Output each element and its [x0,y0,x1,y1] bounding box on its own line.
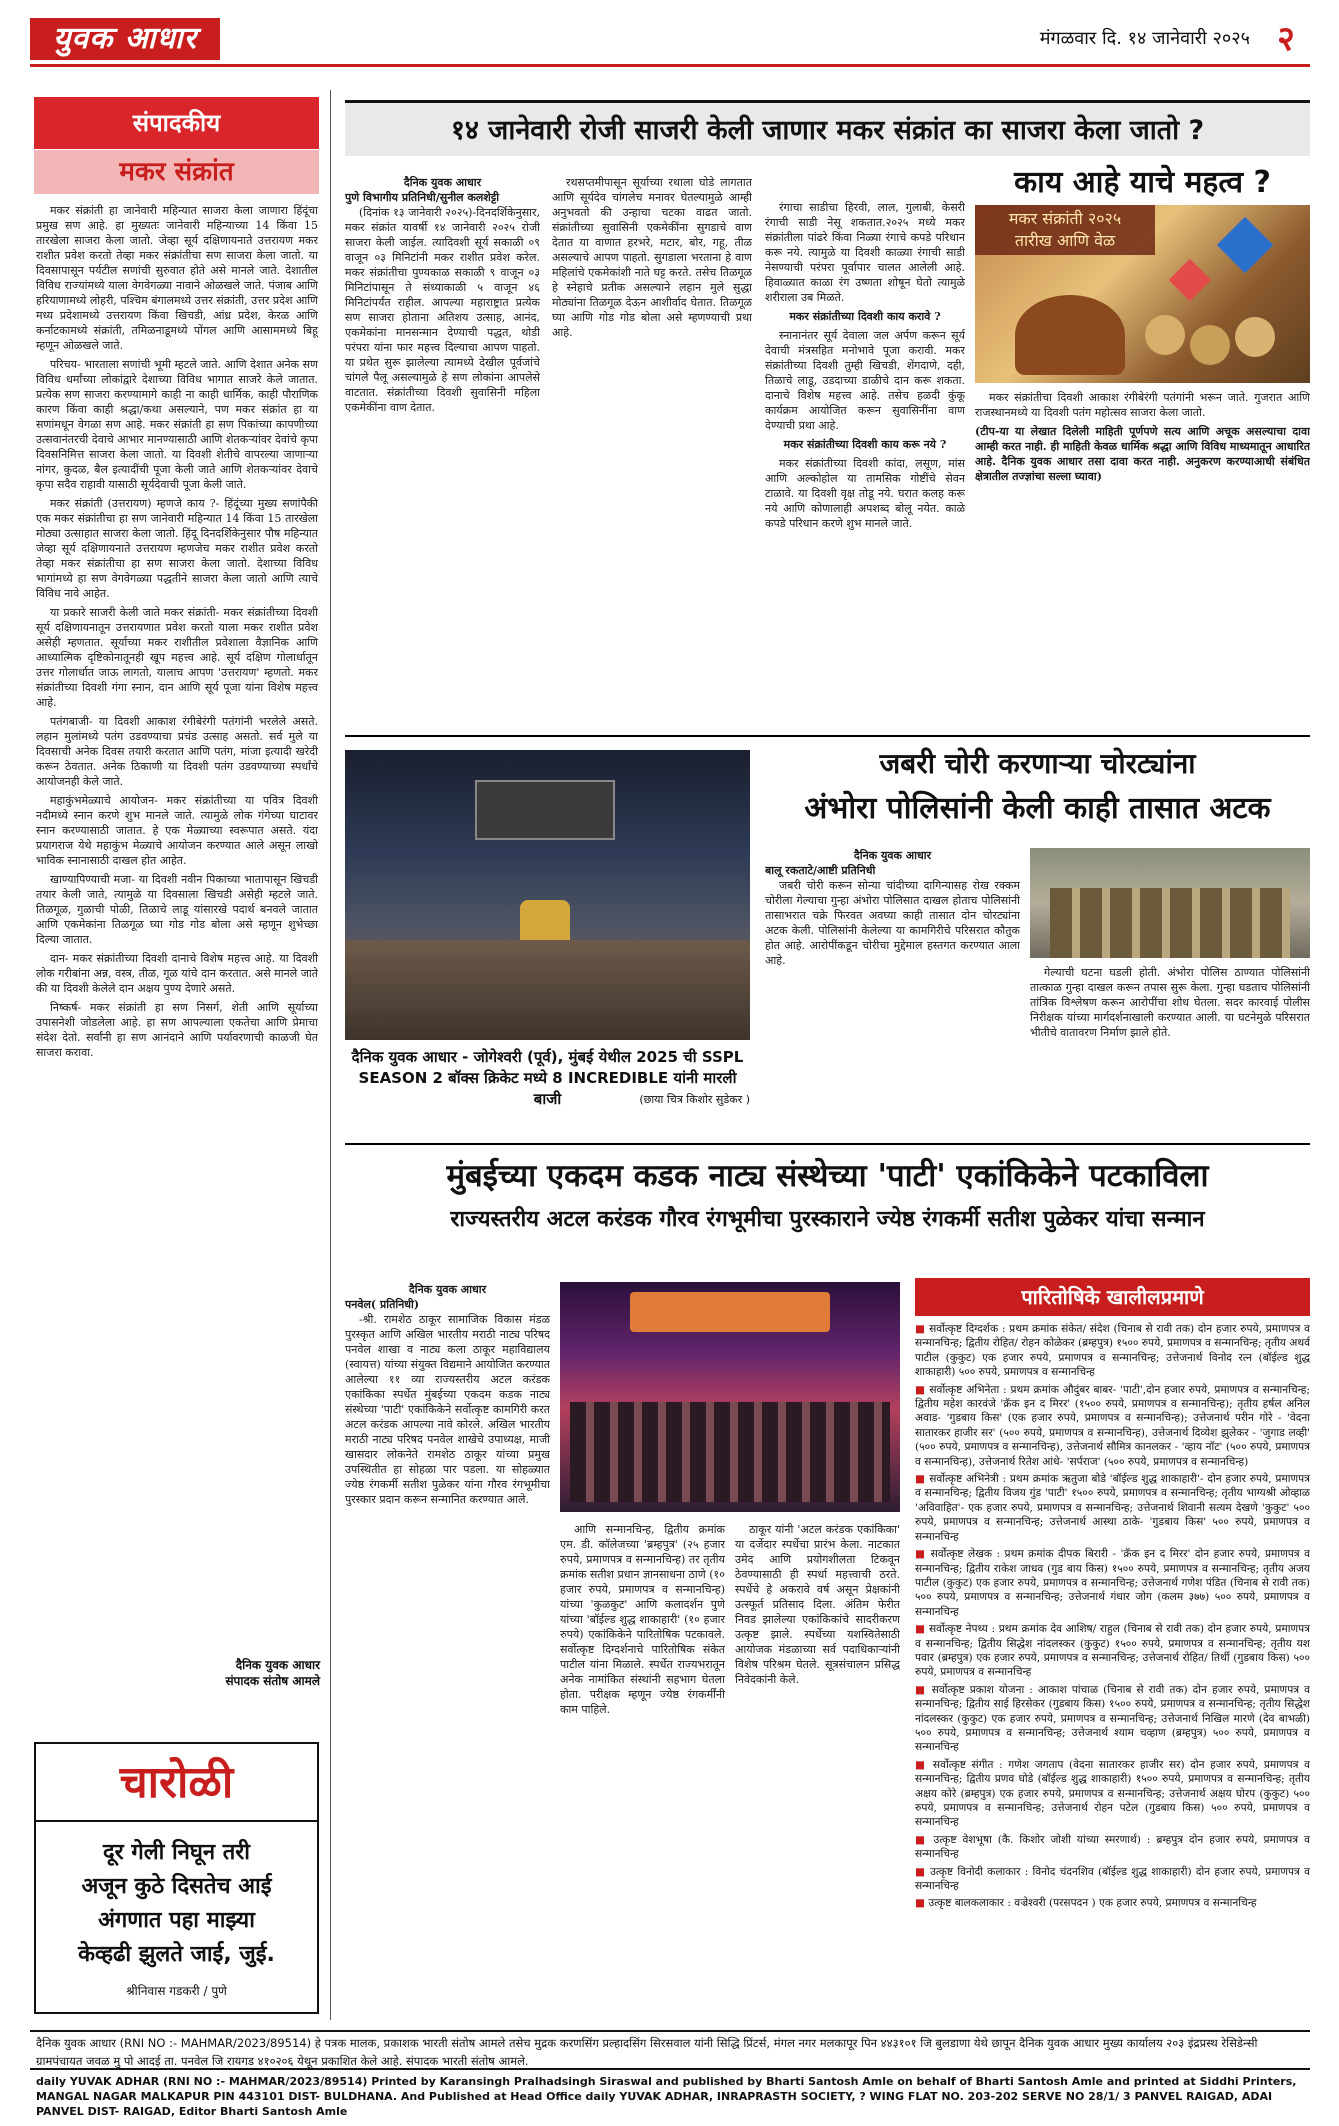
prize-text: सर्वोत्कृष्ट लेखक : प्रथम क्रमांक दीपक बिरारी - 'क्रॅक इन द मिरर' दोन हजार रुपये, प्रमाणपत्र व सन्मानचिन्ह; द्वितीय राकेश जाधव (गुड बाय किस) १५०० रुपये, प्रमाणपत्र व सन्मानचिन्ह; तृतीय अजय पाटील (कुकुट) एक हजार रुपये, प्रमाणपत्र व सन्मानचिन्ह; उत्तेजनार्थ गणेश पंडित (चिनाब से रावी तक) ५०० रुपये, प्रमाणपत्र व सन्मानचिन्ह; उत्तेजनार्थ गंधार जोग (कलम ३७७) ५०० रुपये, प्रमाणपत्र व सन्मानचिन्ह [915,1548,1310,1618]
prize-item [915,1547,1310,1619]
kite-icon [1169,259,1211,301]
bullet-icon: ■ [915,1833,934,1846]
group-figures [570,1402,890,1502]
charoli-box [34,1742,319,2014]
theft-col2 [1030,965,1310,1140]
prize-item [915,1865,1310,1894]
masthead [30,18,1310,60]
imprint-marathi: दैनिक युवक आधार (RNI NO :- MAHMAR/2023/89514) हे पत्रक मालक, प्रकाशक भारती संतोष आमले तसेच मुद्रक करणसिंग प्रल्हादसिंग सिरसवाल यांनी सिद्धि प्रिंटर्स, मंगल नगर मलकापूर पिन ४४३१०१ जि बुलडाणा येथे छापून दैनिक युवक आधार मुख्य कार्यालय २०३ इंद्रप्रस्थ रेसिडेन्सी ग्रामपंचायत जवळ मु पो आदई ता. पनवेल जि रायगड ४१०२०६ येथून प्रकाशित केले आहे. संपादक भारती संतोष आमले. [30,2030,1310,2070]
theft-byline-reporter: बालू रकताटे/आष्टी प्रतिनिधी [765,864,876,877]
do-text: स्नानानंतर सूर्य देवाला जल अर्पण करून सूर्य देवाची मंत्रसहित मनोभावे पूजा करावी. मकर संक्रांतीच्या दिवशी तुम्ही खिचडी, शेंगदाणे, दही, तिळाचे लाडू, उडदाच्या डाळीचे दान करू शकता. दानाचे विशेष महत्त्व आहे. तसेच हळदी कुंकू कार्यक्रम आयोजित करून सुवासिनींना वाण देण्याची प्रथा आहे. [765,329,965,432]
theft-text: जबरी चोरी करून सोन्या चांदीच्या दागिन्यासह रोख रक्कम चोरीला गेल्याचा गुन्हा अंभोरा पोलिसात दाखल होताच पोलिसांनी तासाभरात चक्रे फिरवत अवघ्या काही तासात दोन चोरट्यांना अटक केली. पोलिसांनी केलेल्या या कामगिरीचे परिसरात कौतुक होत आहे. आरोपींकडून चोरीचा मुद्देमाल हस्तगत करण्यात आला आहे. [765,879,1020,967]
theft-headline-line2: अंभोरा पोलिसांनी केली काही तासात अटक [804,791,1271,826]
theft-headline-line1: जबरी चोरी करणाऱ्या चोरट्यांना [879,747,1196,780]
bullet-icon: ■ [915,1548,931,1561]
main-article-col3 [765,200,965,755]
natya-byline: दैनिक युवक आधार [408,1283,487,1296]
editorial-signature [120,1657,320,1689]
editorial-paragraph: या प्रकारे साजरी केली जाते मकर संक्रांती- मकर संक्रांतीच्या दिवशी सूर्य दक्षिणायनातून उत्तरायणात प्रवेश करतो याला मकर राशीत प्रवेश असेही म्हणतात. सूर्याच्या मकर राशीतील प्रवेशाला वैज्ञानिक आणि आध्यात्मिक दृष्टिकोनातूनही खूप महत्त्व आहे. सूर्य दक्षिण गोलार्धातून उत्तर गोलार्धात जाऊ लागतो, यालाच आपण 'उत्तरायण' म्हणतो. मकर संक्रांतीच्या दिवशी गंगा स्नान, दान आणि सूर्य पूजा यांना विशेष महत्त्व आहे. [36,606,318,709]
charoli-author: श्रीनिवास गडकरी / पुणे [126,1984,227,1998]
natya-headline-line2: राज्यस्तरीय अटल करंडक गौरव रंगभूमीचा पुरस्काराने ज्येष्ठ रंगकर्मी सतीश पुळेकर यांचा सन्मान [450,1207,1205,1232]
police-figures [1050,888,1290,958]
issue-date: मंगळवार दि. १४ जानेवारी २०२५ [1039,28,1250,49]
editorial-paragraph: दान- मकर संक्रांतीच्या दिवशी दानाचे विशेष महत्त्व आहे. या दिवशी लोक गरीबांना अन्न, वस्त्र, तीळ, गूळ यांचे दान करतात. असे मानले जाते की या दिवशी केलेले दान अक्षय पुण्य देणारे असते. [36,952,318,995]
cricket-team-photo [345,750,750,1040]
prize-text: सर्वोत्कृष्ट नेपथ्य : प्रथम क्रमांक देव आशिष/ राहुल (चिनाब से रावी तक) दोन हजार रुपये, प्रमाणपत्र व सन्मानचिन्ह; द्वितीय सिद्धेश नांदलस्कर (कुकुट) १५०० रुपये, प्रमाणपत्र व सन्मानचिन्ह; तृतीय यश पवार (ब्रम्हपुत्र) एक हजार रुपये, प्रमाणपत्र व सन्मानचिन्ह; उत्तेजनार्थ रोहित/ तिर्थी (गुडबाय किस) ५०० रुपये, प्रमाणपत्र व सन्मानचिन्ह [915,1623,1310,1679]
editorial-paragraph: पतंगबाजी- या दिवशी आकाश रंगीबेरंगी पतंगांनी भरलेले असते. लहान मुलांमध्ये पतंग उडवण्याचा प्रचंड उत्साह असतो. सर्व मुले या दिवसाची अनेक दिवस तयारी करतात आणि पतंग, मांजा इत्यादी खरेदी करून ठेवतात. अनेक ठिकाणी या दिवशी पतंग उडवण्याच्या स्पर्धांचे आयोजनही केले जाते. [36,715,318,788]
theft-text: गेल्याची घटना घडली होती. अंभोरा पोलिस ठाण्यात पोलिसांनी तात्काळ गुन्हा दाखल करून तपास सुरू केला. गुन्हा घडताच पोलिसांनी तांत्रिक विश्लेषण करून आरोपींचा शोध घेतला. सदर कारवाई पोलीस निरीक्षक यांच्या मार्गदर्शनाखाली करण्यात आली. या घटनेमुळे परिसरात भीतीचे वातावरण निर्माण झाले होते. [1030,966,1310,1039]
bullet-icon: ■ [915,1323,930,1335]
theft-byline: दैनिक युवक आधार [853,849,932,862]
importance-text [975,390,1310,720]
bullet-icon: ■ [915,1383,930,1396]
main-article-col1 [345,175,540,730]
natya-col2 [560,1522,725,2017]
editorial-paragraph: निष्कर्ष- मकर संक्रांती हा सण निसर्ग, शेती आणि सूर्याच्या उपासनेशी जोडलेला आहे. हा सण आपल्याला एकतेचा आणि प्रेमाचा संदेश देतो. सर्वांनी हा सण आनंदाने आणि पर्यावरणाची काळजी घेत साजरा करावा. [36,1001,318,1059]
prize-text: सर्वोत्कृष्ट प्रकाश योजना : आकाश पांचाळ (चिनाब से रावी तक) दोन हजार रुपये, प्रमाणपत्र व सन्मानचिन्ह; द्वितीय साई हिरसेकर (गुडबाय किस) १५०० रुपये, प्रमाणपत्र व सन्मानचिन्ह; तृतीय सिद्धेश नांदलस्कर (कुकुट) एक हजार रुपये, प्रमाणपत्र व सन्मानचिन्ह; उत्तेजनार्थ निखिल मारणे (देव बाभळी) ५०० रुपये, प्रमाणपत्र व सन्मानचिन्ह; उत्तेजनार्थ श्याम चव्हाण (ब्रम्हपुत्र) ५०० रुपये, प्रमाणपत्र व सन्मानचिन्ह [915,1683,1310,1754]
editorial-paragraph: मकर संक्रांती (उत्तरायण) म्हणजे काय ?- हिंदूंच्या मुख्य सणांपैकी एक मकर संक्रांतीचा हा सण जानेवारी महिन्यात 14 किंवा 15 तारखेला मोठ्या उत्साहात साजरा केला जातो. हिंदू दिनदर्शिकेनुसार पौष महिन्यात जेव्हा सूर्य दक्षिणायनाते उत्तरायण म्हणजेच मकर राशीत प्रवेश करतो तेव्हा मकर संक्रांतीचा हा सण साजरा केला जातो. देशाच्या विविध भागांमध्ये हा सण वेगवेगळ्या पद्धतीने साजरा केला जातो आणि त्याचे विविध नावे आहेत. [36,497,318,600]
disclaimer-note: (टीप-या या लेखात दिलेली माहिती पूर्णपणे सत्य आणि अचूक असल्याचा दावा आम्ही करत नाही. ही माहिती केवळ धार्मिक श्रद्धा आणि विविध माध्यमातून आधारित आहे. दैनिक युवक आधार तसा दावा करत नाही. अनुकरण करण्याआधी संबंधित क्षेत्रातील तज्ज्ञांचा सल्ला घ्यावा) [975,425,1310,483]
main-headline: १४ जानेवारी रोजी साजरी केली जाणार मकर संक्रांत का साजरा केला जातो ? [345,100,1310,156]
laddu-icon [1235,317,1275,357]
main-article-text: रंगाचा साडीचा हिरवी, लाल, गुलाबी, केसरी रंगाची साडी नेसू शकतात.२०२५ मध्ये मकर संक्रांतीला पांढरे किंवा निळ्या रंगाचे कपडे परिधान करू नये. त्यामुळे या दिवशी काळ्या रंगाची साडी नेसण्याची परंपरा पूर्वापार चालत आलेली आहे. हिवाळ्यात काळा रंग उष्णता शोषून घेतो त्यामुळे शरीराला उब मिळते. [765,201,965,304]
photo-label-line2: तारीख आणि वेळ [1014,231,1116,250]
photo-label [975,205,1155,255]
main-article-col2 [552,175,752,730]
editorial-paragraph: खाण्यापिण्याची मजा- या दिवशी नवीन पिकाच्या भातापासून खिचडी तयार केली जाते, त्यामुळे या दिवसाला खिचडी असेही म्हटले जाते. तिळगूळ, गुळाची पोळी, तिळाचे लाडू यांसारखे पदार्थ बनवले जातात आणि एकमेकांना तिळगूळ घ्या गोड गोड बोला असे म्हणून शुभेच्छा दिल्या जातात. [36,873,318,946]
editorial-title: मकर संक्रांत [34,150,319,194]
newspaper-logo: युवक आधार [30,18,220,60]
natya-col3 [735,1522,900,2017]
editorial-paragraph: महाकुंभमेळ्याचे आयोजन- मकर संक्रांतीच्या या पवित्र दिवशी नदीमध्ये स्नान करणे शुभ मानले जाते. त्यामुळे लोक गंगेच्या घाटावर स्नान करण्यासाठी जातात. हे एक मेळ्याच्या स्वरूपात असते. यंदा प्रयागराज येथे महाकुंभ मेळ्याचे आयोजन करण्यात आले असून लाखो भाविक स्नानासाठी दाखल होत आहेत. [36,794,318,867]
prize-text: उत्कृष्ट वेशभूषा (कै. किशोर जोशी यांच्या स्मरणार्थ) : ब्रम्हपुत्र दोन हजार रुपये, प्रमाणपत्र व सन्मानचिन्ह [915,1833,1310,1861]
theft-col1 [765,848,1020,1138]
police-photo [1030,848,1310,958]
poem-line: अंगणात पहा माझ्या [98,1908,255,1933]
bullet-icon: ■ [915,1683,932,1696]
prize-text: सर्वोत्कृष्ट अभिनेता : प्रथम क्रमांक औदुंबर बाबर- 'पाटी',दोन हजार रुपये, प्रमाणपत्र व सन्मानचिन्ह; द्वितीय महेश कारवंजे 'क्रॅक इन द मिरर' (१५०० रुपये, प्रमाणपत्र व सन्मानचिन्ह); तृतीय हर्षल अनिल अवाड- 'गुडबाय किस' (एक हजार रुपये, प्रमाणपत्र व सन्मानचिन्ह); उत्तेजनार्थ परीन गोरे - 'वेदना सातारकर हाजीर सर' (५०० रुपये, प्रमाणपत्र व सन्मानचिन्ह), उत्तेजनार्थ दिव्येश झुलेकर - 'जुगाड लव्ही' (५०० रुपये, प्रमाणपत्र व सन्मानचिन्ह), उत्तेजनार्थ सौमित्र कानलकर - 'व्हाय नॉट' (५०० रुपये, प्रमाणपत्र व सन्मानचिन्ह), उत्तेजनार्थ रितेश आंधे- 'सर्पराज' (५०० रुपये, प्रमाणपत्र व सन्मानचिन्ह) [915,1383,1310,1468]
kite-icon [1217,217,1274,274]
sign-board [475,780,615,840]
column-divider [330,90,331,2020]
prize-item [915,1683,1310,1755]
prize-item [915,1758,1310,1830]
cricket-credit: (छाया चित्र किशोर सुडेकर ) [639,1093,750,1106]
cricket-caption: दैनिक युवक आधार - जोगेश्वरी (पूर्व), मुंबई येथील 2025 ची SSPL SEASON 2 बॉक्स क्रिकेट मध्ये 8 INCREDIBLE यांनी मारली बाजी [351,1048,744,1108]
main-article-text: रथसप्तमीपासून सूर्याच्या रथाला घोडे लागतात आणि सूर्यदेव चांगलेच मनावर घेतल्यामुळे आम्ही अनुभवतो की उन्हाचा चटका वाढत जातो. संक्रांतीच्या सुवासिनी एकमेकींना सुगडाचे वाण देतात या वाणात हरभरे, मटार, बोर, गहू, तीळ असल्याचे आपण पाहतो. सुगडाला भरताना हे वाण महिलांचे एकमेकांशी नाते घट्ट करते. तसेच तिळगूळ हे स्नेहाचे प्रतीक असल्याने लहान मुले सुद्धा मोठ्यांना तिळगूळ देऊन आशीर्वाद घेतात. तिळगूळ घ्या आणि गोड गोड बोला असे म्हणण्याची प्रथा आहे. [552,176,752,339]
section-rule [345,1143,1310,1145]
laddu-icon [1190,325,1230,365]
poem-line: दूर गेली निघून तरी [102,1840,250,1865]
crowd-shape [345,940,750,1040]
laddu-icon [1145,315,1185,355]
pot-icon [1015,295,1125,375]
natya-headline-line1: मुंबईच्या एकदम कडक नाट्य संस्थेच्या 'पाटी' एकांकिकेने पटकाविला [446,1158,1209,1194]
bullet-icon: ■ [915,1865,931,1878]
prize-item [915,1896,1310,1910]
natya-col1 [345,1282,550,2017]
prize-item [915,1833,1310,1862]
editorial-body [36,203,318,1653]
photo-label-line1: मकर संक्रांती २०२५ [1008,209,1122,228]
prize-item [915,1322,1310,1380]
prize-text: सर्वोत्कृष्ट संगीत : गणेश जगताप (वेदना सातारकर हाजीर सर) दोन हजार रुपये, प्रमाणपत्र व सन्मानचिन्ह; द्वितीय प्रणव घोडे (बॉईल्ड शुद्ध शाकाहारी) १५०० रुपये, प्रमाणपत्र व सन्मानचिन्ह; तृतीय अक्षय कोरे (ब्रम्हपुत्र) एक हजार रुपये, प्रमाणपत्र व सन्मानचिन्ह; उत्तेजनार्थ अक्षय घोरप (कुकुट) ५०० रुपये, प्रमाणपत्र व सन्मानचिन्ह; उत्तेजनार्थ रोहन पटेल (गुडबाय किस) ५०० रुपये, प्रमाणपत्र व सन्मानचिन्ह [915,1758,1310,1829]
imprint-english: daily YUVAK ADHAR (RNI NO :- MAHMAR/2023/89514) Printed by Karansingh Pralhadsingh Siraswal and published by Bharti Santosh Amle on behalf of Bharti Santosh Amle and printed at Siddhi Printers, MANGAL NAGAR MALKAPUR PIN 443101 DIST- BULDHANA. And Published at Head Office daily YUVAK ADHAR, INRAPRASTH SOCIETY, ? WING FLAT NO. 203-202 SERVE NO 28/1/ 3 PANVEL RAIGAD, ADAI PANVEL DIST- RAIGAD, Editor Bharti Santosh Amle [36,2075,1297,2118]
theft-headline [765,742,1310,842]
signature-paper: दैनिक युवक आधार [235,1658,320,1672]
poem-line: केव्हढी झुलते जाई, जुई. [78,1942,275,1967]
main-byline: दैनिक युवक आधार [403,176,482,189]
prize-heading: पारितोषिके खालीलप्रमाणे [915,1278,1310,1316]
bullet-icon: ■ [915,1758,933,1771]
dont-heading: मकर संक्रांतीच्या दिवशी काय करू नये ? [783,438,947,451]
prize-item [915,1383,1310,1469]
prize-item [915,1622,1310,1680]
prize-item [915,1472,1310,1544]
section-rule [345,735,1310,737]
masthead-rule [30,64,1310,67]
natya-headline [345,1150,1310,1268]
charoli-poem [44,1836,309,1972]
editorial-paragraph: परिचय- भारताला सणांची भूमी म्हटले जाते. आणि देशात अनेक सण विविध धर्मांच्या लोकांद्वारे देशाच्या विविध भागात साजरे केले जातात. प्रत्येक सण साजरा करण्यामागे काही ना काही धार्मिक, काही पौराणिक कारण किंवा काही श्रद्धा/कथा असल्याने, पण मकर संक्रांत हा या सणांमधून वेगळा सण आहे. मकर संक्रांती हा सण पिकांच्या कापणीच्या उत्सवानंतरची देवाचे आभार मानण्यासाठी आणि शेतकऱ्यांवर देवांचे कृपा दिवसनिमित्त साजरा केला जातो. या दिवशी शेतीचे वापरल्या जाणाऱ्या नांगर, कुदळ, बैल इत्यादींची पूजा केली जाते आणि शेतकऱ्यांवर देवाचे कृपा सदैव राहावी यासाठी सूर्यदेवाची पूजा केली जाते. [36,358,318,491]
charoli-title: चारोळी [36,1744,317,1822]
page-number: २ [1277,19,1295,59]
prize-text: उत्कृष्ट बालकलाकार : वज्रेश्वरी (परसपदन ) एक हजार रुपये, प्रमाणपत्र व सन्मानचिन्ह [928,1897,1257,1910]
dont-text: मकर संक्रांतीच्या दिवशी कांदा, लसूण, मांस आणि अल्कोहोल या तामसिक गोष्टींचे सेवन टाळावे. या दिवशी वृक्ष तोडू नये. घरात कलह करू नये आणि कोणालाही अपशब्द बोलू नयेत. काळे कपडे परिधान करणे शुभ मानले जाते. [765,457,965,530]
bullet-icon: ■ [915,1473,930,1486]
prize-text: सर्वोत्कृष्ट दिग्दर्शक : प्रथम क्रमांक संकेत/ संदेश (चिनाब से रावी तक) दोन हजार रुपये, प्रमाणपत्र व सन्मानचिन्ह; द्वितीय रोहित/ रोहन कोळेकर (ब्रम्हपुत्र) १५०० रुपये, प्रमाणपत्र व सन्मानचिन्ह; तृतीय अथर्व पाटील (कुकुट) एक हजार रुपये, प्रमाणपत्र व सन्मानचिन्ह; उत्तेजनार्थ विनोद रत्न (बॉईल्ड शुद्ध शाकाहारी) ५०० रुपये, प्रमाणपत्र व सन्मानचिन्ह [915,1323,1310,1379]
main-article-text: (दिनांक १३ जानेवारी २०२५)-दिनदर्शिकेनुसार, मकर संक्रांत यावर्षी १४ जानेवारी २०२५ रोजी साजरा केली जाईल. त्यादिवशी सूर्य सकाळी ०९ वाजून ०३ मिनिटांनी मकर राशीत प्रवेश करेल. मकर संक्रांतीचा पुण्यकाळ सकाळी ९ वाजून ०३ मिनिटांपासून ते संध्याकाळी ५ वाजून ४६ मिनिटांपर्यंत राहील. आपल्या महाराष्ट्रात प्रत्येक सण साजरा होताना अतिशय उत्साह, आनंद, एकमेकांना मानसन्मान देण्याची पद्धत, थोडी परंपरा यांना फार महत्त्व दिल्याचा आपण पाहतो. या प्रथेत सुरू झालेल्या त्यामध्ये देखील पूर्वजांचे चांगले पैलू असल्यामुळे हे सण लोकांना आपलेसे वाटतात. संक्रांतीच्या दिवशी सुवासिनी महिला एकमेकींना वाण देतात. [345,206,540,414]
importance-title: काय आहे याचे महत्व ? [1014,165,1271,200]
editorial-section-label: संपादकीय [34,97,319,149]
natya-text: ठाकूर यांनी 'अटल करंडक एकांकिका' या दर्जेदार स्पर्धेचा प्रारंभ केला. नाटकात उमेद आणि प्रयोगशीलता टिकवून ठेवण्यासाठी ही स्पर्धा महत्त्वाची ठरते. स्पर्धेचे हे अकरावे वर्ष असून प्रेक्षकांनी उत्स्फूर्त प्रतिसाद दिला. अंतिम फेरीत निवड झालेल्या एकांकिकांचे सादरीकरण उत्कृष्ट झाले. स्पर्धेच्या यशस्वितेसाठी आयोजक मंडळाच्या सर्व पदाधिकाऱ्यांनी विशेष परिश्रम घेतले. सूत्रसंचालन प्रसिद्ध निवेदकांनी केले. [735,1523,900,1686]
importance-paragraph: मकर संक्रांतीचा दिवशी आकाश रंगीबेरंगी पतंगांनी भरून जाते. गुजरात आणि राजस्थानमध्ये या दिवशी पतंग महोत्सव साजरा केला जातो. [975,391,1310,419]
natya-text: -श्री. रामशेठ ठाकूर सामाजिक विकास मंडळ पुरस्कृत आणि अखिल भारतीय मराठी नाट्य परिषद पनवेल शाखा व नाट्य कला ठाकूर महाविद्यालय (स्वायत्त) यांच्या संयुक्त विद्यमाने आयोजित करण्यात आलेल्या ११ व्या राज्यस्तरीय अटल करंडक एकांकिका स्पर्धेत मुंबईच्या एकदम कडक नाट्य संस्थेच्या 'पाटी' एकांकिकेने सर्वोत्कृष्ट कामगिरी करत अटल करंडक आपल्या नावे कोरले. अखिल भारतीय मराठी नाट्य परिषद पनवेल शाखेचे उपाध्यक्ष, माजी खासदार लोकनेते रामशेठ ठाकूर यांच्या प्रमुख उपस्थितीत हा सोहळा पार पडला. या सोहळ्यात ज्येष्ठ रंगकर्मी सतीश पुळेकर यांना गौरव रंगभूमीचा पुरस्कार प्रदान करून सन्मानित करण्यात आले. [345,1313,550,1506]
poem-line: अजून कुठे दिसतेच आई [81,1874,272,1899]
natya-byline-reporter: पनवेल( प्रतिनिधी) [345,1298,420,1311]
prize-text: सर्वोत्कृष्ट अभिनेत्री : प्रथम क्रमांक ऋतुजा बोडे 'बॉईल्ड शुद्ध शाकाहारी'- दोन हजार रुपये, प्रमाणपत्र व सन्मानचिन्ह; द्वितीय विजय गुंड 'पाटी' १५०० रुपये, प्रमाणपत्र व सन्मानचिन्ह; तृतीय भाग्यश्री ओव्हाळ 'अविवाहित'- एक हजार रुपये, प्रमाणपत्र व सन्मानचिन्ह; उत्तेजनार्थ शिवानी सत्यम देखणे 'कुकुट' ५०० रुपये, प्रमाणपत्र व सन्मानचिन्ह; उत्तेजनार्थ आस्था ठाके- 'गुडबाय किस' ५०० रुपये, प्रमाणपत्र व सन्मानचिन्ह [915,1473,1310,1543]
stage-banner [630,1292,830,1332]
main-byline-reporter: पुणे विभागीय प्रतिनिधी/सुनील कलशेट्टी [345,191,500,204]
signature-editor: संपादक संतोष आमले [225,1674,320,1688]
do-heading: मकर संक्रांतीच्या दिवशी काय करावे ? [789,310,941,323]
bullet-icon: ■ [915,1897,929,1910]
natya-text: आणि सन्मानचिन्ह, द्वितीय क्रमांक एम. डी. कॉलेजच्या 'ब्रम्हपुत्र' (२५ हजार रुपये, प्रमाणपत्र व सन्मानचिन्ह) तर तृतीय क्रमांक सतीश प्रधान ज्ञानसाधना ठाणे (१० हजार रुपये, प्रमाणपत्र व सन्मानचिन्ह) यांच्या 'कुळकुट' आणि कलादर्शन पुणे यांच्या 'बॉईल्ड शुद्ध शाकाहारी' (१० हजार रुपये) एकांकिकेने पारितोषिक पटकावले. सर्वोत्कृष्ट दिग्दर्शनाचे पारितोषिक संकेत पाटील यांना मिळाले. स्पर्धेत राज्यभरातून अनेक नामांकित संस्थांनी सहभाग घेतला होता. परीक्षक म्हणून ज्येष्ठ रंगकर्मींनी काम पाहिले. [560,1523,725,1716]
natya-award-photo [560,1282,900,1512]
prize-text: उत्कृष्ट विनोदी कलाकार : विनोद चंदनशिव (बॉईल्ड शुद्ध शाकाहारी) दोन हजार रुपये, प्रमाणपत्र व सन्मानचिन्ह [915,1865,1310,1893]
prize-list [915,1322,1310,1912]
bullet-icon: ■ [915,1623,929,1636]
sankranti-photo [975,205,1310,383]
editorial-paragraph: मकर संक्रांती हा जानेवारी महिन्यात साजरा केला जाणारा हिंदूंचा प्रमुख सण आहे. हा मुख्यतः जानेवारी महिन्याच्या 14 किंवा 15 तारखेला साजरा केला जातो. जेव्हा सूर्य दक्षिणायनाते उत्तरायण मकर राशीत प्रवेश करतो तेव्हा मकर संक्रांतीचा सण साजरा केला जातो. या दिवसापासून पर्यटील सणांची सुरुवात होते असे मानले जाते. देशातील विविध राज्यांमध्ये याला वेगवेगळ्या नावाने ओळखले जाते. पंजाब आणि हरियाणामध्ये लोहरी, पश्चिम बंगालमध्ये उत्तर संक्रांती, उत्तर प्रदेश आणि मध्य प्रदेशामध्ये उत्तरायण किंवा खिचडी, आंध्र प्रदेश, केरळ आणि कर्नाटकामध्ये संक्रांती, तमिळनाडूमध्ये पोंगल आणि आसाममध्ये बिहू म्हणून ओळखले जाते. [36,204,318,352]
